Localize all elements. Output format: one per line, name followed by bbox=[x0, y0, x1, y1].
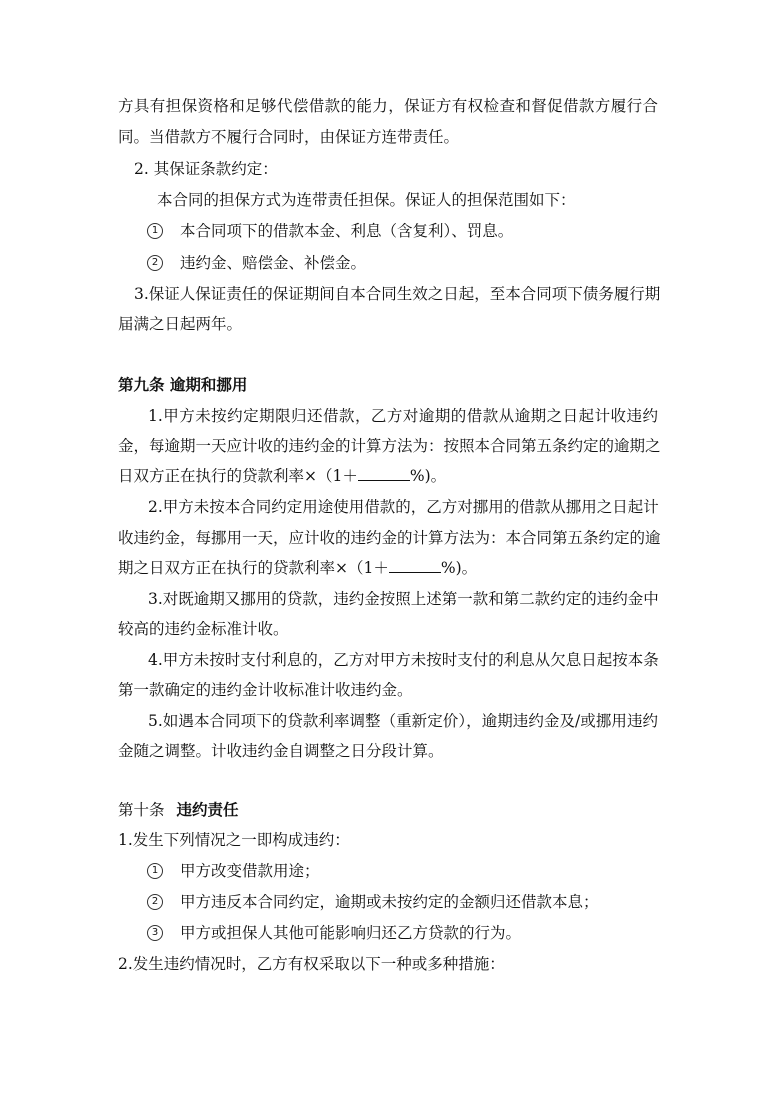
article-10-item-text: 甲方或担保人其他可能影响归还乙方贷款的行为。 bbox=[180, 924, 522, 942]
rate-formula-suffix: %)。 bbox=[409, 467, 447, 485]
article-10-item-text: 甲方改变借款用途； bbox=[180, 862, 320, 880]
circled-number-icon: 1 bbox=[147, 863, 163, 879]
article-9-p1-line-1: 1.甲方未按约定期限归还借款，乙方对逾期的借款从逾期之日起计收违约 bbox=[148, 407, 658, 425]
article-9-p5-line-1: 5.如遇本合同项下的贷款利率调整（重新定价），逾期违约金及/或挪用违约 bbox=[148, 712, 658, 730]
clause-2-item-text: 违约金、赔偿金、补偿金。 bbox=[180, 254, 367, 272]
article-9-p4-line-1: 4.甲方未按时支付利息的，乙方对甲方未按时支付的利息从欠息日起按本条 bbox=[148, 651, 659, 669]
rate-formula-suffix: %)。 bbox=[440, 559, 478, 577]
article-9-p2-line-2: 收违约金，每挪用一天，应计收的违约金的计算方法为：本合同第五条约定的逾 bbox=[118, 529, 661, 547]
article-9-p4-line-2: 第一款确定的违约金计收标准计收违约金。 bbox=[118, 681, 413, 699]
article-9-p1-line-3 bbox=[118, 466, 446, 486]
circled-number-icon: 2 bbox=[147, 894, 163, 910]
rate-formula-text: 日双方正在执行的贷款利率×（1＋ bbox=[118, 467, 358, 485]
article-9-p2-line-3 bbox=[118, 558, 477, 578]
article-9-p1-line-2: 金，每逾期一天应计收的违约金的计算方法为：按照本合同第五条约定的逾期之 bbox=[118, 437, 661, 455]
article-9-p3-line-1: 3.对既逾期又挪用的贷款，违约金按照上述第一款和第二款约定的违约金中 bbox=[148, 590, 659, 608]
clause-2-desc: 本合同的担保方式为连带责任担保。保证人的担保范围如下： bbox=[157, 191, 576, 209]
clause-3-line-2: 届满之日起两年。 bbox=[118, 315, 243, 333]
article-10-item-text: 甲方违反本合同约定，逾期或未按约定的金额归还借款本息； bbox=[180, 893, 599, 911]
circled-number-icon: 3 bbox=[147, 925, 163, 941]
rate-formula-text: 期之日双方正在执行的贷款利率×（1＋ bbox=[118, 559, 389, 577]
clause-2-item-text: 本合同项下的借款本金、利息（含复利）、罚息。 bbox=[180, 222, 514, 240]
intro-line-1: 方具有担保资格和足够代偿借款的能力，保证方有权检查和督促借款方履行合 bbox=[118, 97, 658, 115]
article-10-prefix: 第十条 bbox=[118, 801, 165, 819]
clause-3-line-1: 3.保证人保证责任的保证期间自本合同生效之日起，至本合同项下债务履行期 bbox=[134, 285, 661, 303]
intro-line-2: 同。当借款方不履行合同时，由保证方连带责任。 bbox=[118, 128, 460, 146]
circled-number-icon: 1 bbox=[147, 223, 163, 239]
article-10-heading bbox=[118, 800, 239, 820]
rate-blank-field bbox=[389, 558, 441, 573]
article-9-p2-line-1: 2.甲方未按本合同约定用途使用借款的，乙方对挪用的借款从挪用之日起计 bbox=[148, 498, 659, 516]
article-10-title: 违约责任 bbox=[176, 800, 239, 819]
article-9-p5-line-2: 金随之调整。计收违约金自调整之日分段计算。 bbox=[118, 742, 444, 760]
clause-2-title: 2. 其保证条款约定： bbox=[134, 160, 278, 178]
rate-blank-field bbox=[358, 466, 410, 481]
circled-number-icon: 2 bbox=[147, 255, 163, 271]
article-10-p2: 2.发生违约情况时，乙方有权采取以下一种或多种措施： bbox=[118, 955, 505, 973]
article-10-p1: 1.发生下列情况之一即构成违约： bbox=[118, 831, 350, 849]
article-9-heading: 第九条 逾期和挪用 bbox=[118, 375, 248, 394]
article-9-p3-line-2: 较高的违约金标准计收。 bbox=[118, 620, 289, 638]
